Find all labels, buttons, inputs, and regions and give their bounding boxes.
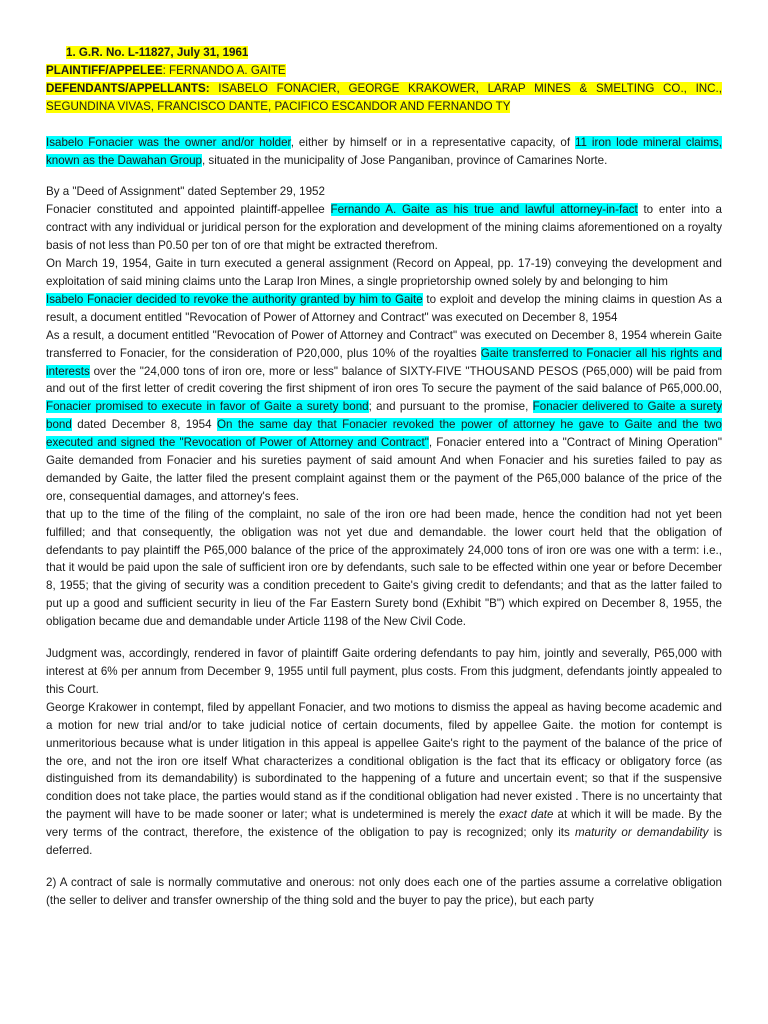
- paragraph-assignment: On March 19, 1954, Gaite in turn executed a general assignment (Record on Appeal, pp. 17-19) conveying the development and exploitation of said mining claims unto the Larap Iron Mines, a single proprietorship owned solely by and belonging to him: [46, 257, 722, 288]
- plaintiff-label: PLAINTIFF/APPELEE: [46, 63, 163, 77]
- case-title: 1. G.R. No. L-11827, July 31, 1961: [66, 46, 249, 59]
- paragraph-revoke: Isabelo Fonacier decided to revoke the authority granted by him to Gaite to exploit and develop the mining claims in question As a result, a document entitled "Revocation of Power of Attorney and Contract" was executed on December 8, 1954: [46, 292, 723, 324]
- highlight-revoke: Isabelo Fonacier decided to revoke the authority granted by him to Gaite: [46, 292, 423, 306]
- case-header: [46, 44, 722, 116]
- paragraph-contempt: George Krakower in contempt, filed by appellant Fonacier, and two motions to dismiss the appeal as having become academic and a motion for new trial and/or to take judicial notice of certain documents, filed by appellee Gaite. the motion for contempt is unmeritorious because what is under litigation in this appeal is appellee Gaite's right to the payment of the balance of the price of the ore, and not the iron ore itself What characterizes a conditional obligation is the fact that its efficacy or obligatory force (as distinguished from its demandability) is subordinated to the happening of a future and uncertain event; so that if the suspensive condition does not take place, the parties would stand as if the conditional obligation had never existed . There is no uncertainty that the payment will have to be made sooner or later; what is undetermined is merely the exact date at which it will be made. By the very terms of the contract, therefore, the existence of the obligation to pay is recognized; only its maturity or demandability is deferred.: [46, 700, 723, 858]
- highlight-delivered-bond: Fonacier delivered to Gaite a surety bond: [46, 400, 722, 432]
- highlight-owner: Isabelo Fonacier was the owner and/or holder: [46, 135, 291, 149]
- highlight-promise-bond: Fonacier promised to execute in favor of Gaite a surety bond: [46, 400, 369, 414]
- paragraph-deed-date: By a "Deed of Assignment" dated September 29, 1952: [46, 185, 325, 199]
- highlight-same-day: On the same day that Fonacier revoked the power of attorney he gave to Gaite and the two executed and signed the "Revocation of Power of Attorney and Contract": [46, 418, 722, 450]
- paragraph-condition: that up to the time of the filing of the complaint, no sale of the iron ore had been made, hence the condition had not yet been fulfilled; and that consequently, the obligation was not yet due and demandable. the lower court held that the obligation of defendants to pay plaintiff the P65,000 balance of the price of the approximately 24,000 tons of iron ore was one with a term: i.e., that it would be paid upon the sale of sufficient iron ore by defendants, such sale to be effected within one year or before December 8, 1955; that the giving of security was a condition precedent to Gaite's giving credit to defendants; and that as the latter failed to put up a good and sufficient security in lieu of the Far Eastern Surety bond (Exhibit "B") which expired on December 8, 1955, the obligation became due and demandable under Article 1198 of the New Civil Code.: [46, 507, 722, 629]
- paragraph-attorney: Fonacier constituted and appointed plaintiff-appellee Fernando A. Gaite as his true and lawful attorney-in-fact to enter into a contract with any individual or juridical person for the exploration and development of the mining claims aforementioned on a royalty basis of not less than P0.50 per ton of ore that might be extracted therefrom.: [46, 203, 722, 253]
- paragraph-revocation: As a result, a document entitled "Revocation of Power of Attorney and Contract" was executed on December 8, 1954 wherein Gaite transferred to Fonacier, for the consideration of P20,000, plus 10% of the royalties Gaite transferred to Fonacier all his rights and interests over the "24,000 tons of iron ore, more or less" balance of SIXTY-FIVE "THOUSAND PESOS (P65,000) will be paid from and out of the first letter of credit covering the first shipment of iron ores To secure the payment of the said balance of P65,000.00, Fonacier promised to execute in favor of Gaite a surety bond; and pursuant to the promise, Fonacier delivered to Gaite a surety bond dated December 8, 1954 On the same day that Fonacier revoked the power of attorney he gave to Gaite and the two executed and signed the "Revocation of Power of Attorney and Contract", Fonacier entered into a "Contract of Mining Operation" Gaite demanded from Fonacier and his sureties payment of said amount And when Fonacier and his sureties failed to pay as demanded by Gaite, the latter filed the present complaint against them or the payment of the P65,000 balance of the price of the ore, consequential damages, and attorney's fees.: [46, 328, 722, 503]
- highlight-rights: Gaite transferred to Fonacier all his rights and interests: [46, 346, 722, 378]
- paragraph-contract-of-sale: 2) A contract of sale is normally commutative and onerous: not only does each one of the parties assume a correlative obligation (the seller to deliver and transfer ownership of the thing sold and the buyer to pay the price), but each party: [46, 875, 722, 907]
- plaintiff-line: [46, 62, 722, 80]
- plaintiff-name: : FERNANDO A. GAITE: [162, 63, 286, 77]
- highlight-claims: 11 iron lode mineral claims, known as the Dawahan Group: [46, 135, 722, 167]
- document-page: [46, 44, 722, 910]
- defendants-line: [46, 80, 722, 116]
- defendants-names: ISABELO FONACIER, GEORGE KRAKOWER, LARAP MINES & SMELTING CO., INC., SEGUNDINA VIVAS, FRANCISCO DANTE, PACIFICO ESCANDOR AND FERNANDO TY: [46, 81, 722, 113]
- defendants-label: DEFENDANTS/APPELLANTS:: [46, 81, 210, 95]
- highlight-attorney-in-fact: Fernando A. Gaite as his true and lawful attorney-in-fact: [330, 203, 638, 217]
- paragraph-judgment: Judgment was, accordingly, rendered in favor of plaintiff Gaite ordering defendants to pay him, jointly and severally, P65,000 with interest at 6% per annum from December 9, 1955 until full payment, plus costs. From this judgment, defendants jointly appealed to this Court.: [46, 647, 722, 696]
- paragraph-ownership: Isabelo Fonacier was the owner and/or holder, either by himself or in a representative capacity, of 11 iron lode mineral claims, known as the Dawahan Group, situated in the municipality of Jose Panganiban, province of Camarines Norte.: [46, 135, 722, 167]
